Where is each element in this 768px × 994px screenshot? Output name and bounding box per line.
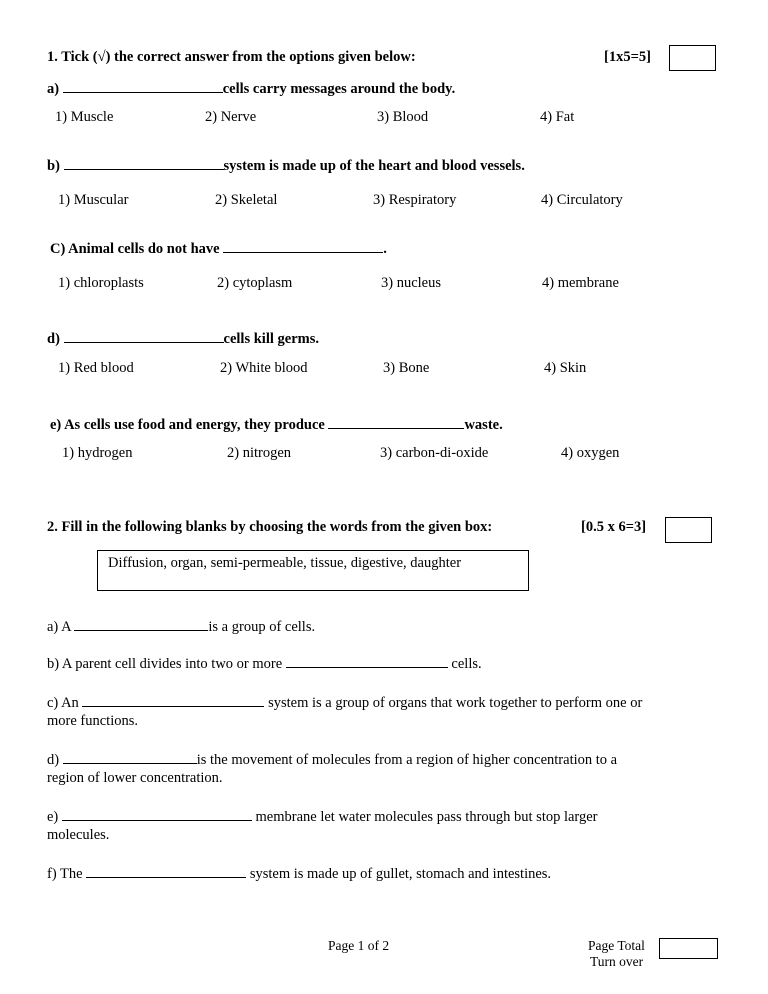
q1b-question bbox=[47, 157, 525, 175]
q1c-option-4[interactable]: 4) membrane bbox=[542, 275, 619, 291]
q1e-option-1[interactable]: 1) hydrogen bbox=[62, 445, 133, 461]
q2f-pre: f) The bbox=[47, 866, 83, 882]
q1d-label: d) bbox=[47, 331, 60, 347]
q2-title: 2. Fill in the following blanks by choosing the words from the given box: bbox=[47, 519, 493, 535]
q2c-blank[interactable] bbox=[82, 694, 264, 707]
q1e-option-2[interactable]: 2) nitrogen bbox=[227, 445, 292, 461]
page-number: Page 1 of 2 bbox=[328, 938, 390, 953]
q1b-label: b) bbox=[47, 158, 60, 174]
q2f-blank[interactable] bbox=[86, 865, 246, 878]
q1d-question bbox=[47, 330, 319, 348]
q1e-option-3[interactable]: 3) carbon-di-oxide bbox=[380, 445, 489, 461]
q1b-option-2[interactable]: 2) Skeletal bbox=[215, 192, 278, 208]
q1b-option-1[interactable]: 1) Muscular bbox=[58, 192, 129, 208]
page-total-box[interactable] bbox=[659, 938, 718, 959]
q1d-option-2[interactable]: 2) White blood bbox=[220, 360, 308, 376]
turn-over-label: Turn over bbox=[590, 954, 644, 969]
q2e bbox=[47, 808, 598, 826]
q2d-post: is the movement of molecules from a region of higher concentration to a bbox=[196, 752, 618, 768]
q1d-text: cells kill germs. bbox=[223, 331, 319, 347]
q1a-option-3[interactable]: 3) Blood bbox=[377, 109, 429, 125]
q2e-continued: molecules. bbox=[47, 827, 110, 843]
q2b bbox=[47, 655, 482, 673]
q2-score-box[interactable] bbox=[665, 517, 712, 543]
q2b-post: cells. bbox=[451, 656, 482, 672]
q2f bbox=[47, 865, 551, 883]
q1c-option-2[interactable]: 2) cytoplasm bbox=[217, 275, 293, 291]
q1-title: 1. Tick (√) the correct answer from the options given below: bbox=[47, 49, 416, 65]
word-box-text: Diffusion, organ, semi-permeable, tissue, digestive, daughter bbox=[108, 555, 462, 571]
q1a-option-4[interactable]: 4) Fat bbox=[540, 109, 575, 125]
q2a bbox=[47, 618, 315, 636]
q1a-option-1[interactable]: 1) Muscle bbox=[55, 109, 114, 125]
q2d-continued: region of lower concentration. bbox=[47, 770, 223, 786]
word-box bbox=[97, 550, 529, 591]
q2d-blank[interactable] bbox=[63, 751, 197, 764]
q2e-blank[interactable] bbox=[62, 808, 252, 821]
q1b-option-4[interactable]: 4) Circulatory bbox=[541, 192, 623, 208]
q1a-question bbox=[47, 80, 455, 98]
q1c-label: C) Animal cells do not have bbox=[50, 241, 220, 257]
q2f-post: system is made up of gullet, stomach and intestines. bbox=[249, 866, 552, 882]
q1a-option-2[interactable]: 2) Nerve bbox=[205, 109, 257, 125]
q2a-post: is a group of cells. bbox=[208, 619, 316, 635]
q1-marks: [1x5=5] bbox=[604, 49, 651, 65]
q2a-blank[interactable] bbox=[74, 618, 208, 631]
q1e-label: e) As cells use food and energy, they produce bbox=[50, 417, 325, 433]
q1d-option-4[interactable]: 4) Skin bbox=[544, 360, 587, 376]
q1e-text: waste. bbox=[464, 417, 503, 433]
q1c-text: . bbox=[383, 241, 387, 257]
q1b-text: system is made up of the heart and blood vessels. bbox=[223, 158, 525, 174]
q1a-label: a) bbox=[47, 81, 60, 97]
q1c-blank bbox=[223, 240, 383, 253]
q1e-question bbox=[50, 416, 503, 434]
q1c-question bbox=[50, 240, 387, 258]
q2d-pre: d) bbox=[47, 752, 60, 768]
q1a-text: cells carry messages around the body. bbox=[222, 81, 456, 97]
q1b-blank bbox=[64, 157, 224, 170]
q2c-pre: c) An bbox=[47, 695, 79, 711]
q2c bbox=[47, 694, 642, 712]
q1c-option-3[interactable]: 3) nucleus bbox=[381, 275, 441, 291]
q1e-option-4[interactable]: 4) oxygen bbox=[561, 445, 620, 461]
q1d-option-3[interactable]: 3) Bone bbox=[383, 360, 430, 376]
q1a-blank bbox=[63, 80, 223, 93]
q1d-option-1[interactable]: 1) Red blood bbox=[58, 360, 134, 376]
q2e-post: membrane let water molecules pass through but stop larger bbox=[255, 809, 598, 825]
q2b-blank[interactable] bbox=[286, 655, 448, 668]
q1b-option-3[interactable]: 3) Respiratory bbox=[373, 192, 457, 208]
q1d-blank bbox=[64, 330, 224, 343]
q2c-continued: more functions. bbox=[47, 713, 139, 729]
q1-score-box[interactable] bbox=[669, 45, 716, 71]
q2c-post: system is a group of organs that work together to perform one or bbox=[268, 695, 643, 711]
q1e-blank bbox=[328, 416, 464, 429]
q2b-pre: b) A parent cell divides into two or more bbox=[47, 656, 283, 672]
page-total-label: Page Total bbox=[588, 938, 645, 953]
q2-marks: [0.5 x 6=3] bbox=[581, 519, 647, 535]
q2d bbox=[47, 751, 617, 769]
q2e-pre: e) bbox=[47, 809, 59, 825]
q1c-option-1[interactable]: 1) chloroplasts bbox=[58, 275, 144, 291]
q2a-pre: a) A bbox=[47, 619, 71, 635]
